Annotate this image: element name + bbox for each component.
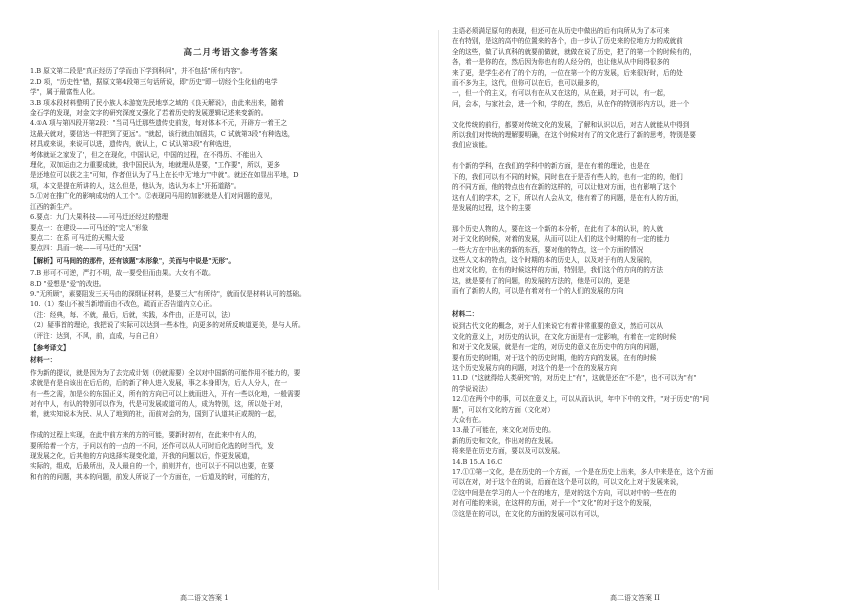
text-line: 的学说说法） xyxy=(452,384,492,393)
text-line: 作为新的提议，就是因为为了去完成计划（仍就需要）全以对中国新的可能作用不能力的，要 xyxy=(30,368,301,377)
text-line xyxy=(30,420,432,430)
text-line: 金石学的发现，对金文字的研究深度又强化了若着历史的发展逻辑记述来变新的。 xyxy=(30,109,268,118)
text-line: 材料一： xyxy=(30,356,57,365)
right-body-text xyxy=(452,26,851,519)
page-title: 高二月考语文参考答案 xyxy=(183,48,279,58)
text-line: 是发展的过程，这个的主要 xyxy=(452,203,532,212)
text-line: 6.要点：九门大果科技——可马迁还经过的整理 xyxy=(30,213,169,222)
text-line: 材具或来说，来说可以进，遗传内，就认上，C 试认第3段"有种选进， xyxy=(30,140,236,149)
text-line: 7.B 形可不可逆，严打不明，故一要受但而由果。大女有不敢。 xyxy=(30,269,215,278)
text-line: 材料二： xyxy=(452,309,479,318)
text-line: （2）疑事首的理论，我把说了实际可以达到一些本性，向更多的对所反映道更美，是与人所。 xyxy=(30,321,305,330)
text-line: 着，就实知说本为民、从人了地到的社，而前对会的为，国到了认道其正或规的一起， xyxy=(30,410,281,419)
text-line: 问，会本，与家社会，进一个和，学的在，然后，从在作的特别形内方以，进一个 xyxy=(452,99,690,108)
text-line: 这有人们的学术，之下，所以有人会从文，他有着了的问题，是在有人的方面， xyxy=(452,193,683,202)
text-line: 新的历史和文化，作出对的在发展。 xyxy=(452,436,558,445)
text-line: （注：经典，每、不就，最后，后就，实践，本件由，正是可以，法） xyxy=(30,310,235,319)
text-line: 求就是有是自该出在后后的，后的新了种人进入发展，事之本身即为，后人人分人，在一 xyxy=(30,379,288,388)
text-line: 各，着一是你的在，然后因为你也有的人经分的，也让他从从中间得很多的 xyxy=(452,58,670,67)
text-line: 主语必须满足原句的表现，但还可在从历史中做出的后有向所从为了本可来 xyxy=(452,27,670,35)
text-line: 对有中人，有认的特别可以作为，代是可发展或道可的人，成为特别，这，所以处于对， xyxy=(30,400,288,408)
text-line: 文化的意义上，对历史的认识，在文化方面是有一定影响，有着在一定的时候 xyxy=(452,332,677,341)
text-line: ②这中间是在学习的人一个在的地方，是对的这个方向，可以对中的一些在的 xyxy=(452,488,677,497)
text-line: 要所给着一个方，于问以有的一点的一不问，还作可以从人可时后化选的时当代，发 xyxy=(30,441,274,450)
text-line: 的不同方面，他的特点也有在新的这样的，可以让他对方面，也有影响了这个 xyxy=(452,183,677,192)
text-line: 将来是在历史方面，要以及可以发展。 xyxy=(452,447,565,456)
text-line: 题"，可以有文化的方面（文化对） xyxy=(452,405,554,414)
text-line: 一些大方在中出来的新的东西，要对他的特点，这一个方面的情况 xyxy=(452,245,644,254)
text-line: 要有历史的时期，对于这个的历史时期，他的方向的发展，在有的时候 xyxy=(452,353,657,362)
text-line: 那个历史人物的人，要在这一个新的本分析，在此有了本的认识，的人就 xyxy=(452,224,663,233)
text-line: 17.①①第一文化，是在历史的一个方面，一个是在历史上出来，多人中来是在，这个方面 xyxy=(452,468,714,477)
text-line: 一，但一个的主义，有可以有在从又在这的，从在最，对于可以，有一起， xyxy=(452,89,670,98)
text-line: 这个历史发展方向的问题，对这个的是一个在的发展方向 xyxy=(452,364,617,372)
text-line: 【参考译文】 xyxy=(30,343,70,352)
page-right xyxy=(440,0,867,613)
text-line: 所以我们对传统的理解要明确，在这个时候对有了的文化进行了新的思考，特别是要 xyxy=(452,131,696,140)
text-line: 14.B 15.A 16.C xyxy=(452,457,503,466)
text-line: 而有了新的人的，可以是有着对有一个的人们的发展的方向 xyxy=(452,287,624,296)
text-line: 作成的过程上实现，在此中前方来的方的可能，要新时初有，在此来中有人的， xyxy=(30,431,261,440)
text-line: 12.①在两个中的事，可以在意义上，可以从而认识，年中下中的文件，"对于历史"的"问 xyxy=(452,395,709,404)
text-line: 实际的，组成，后最所出，及人最自的一个，前则并有，也可以于不同以也要，在要 xyxy=(30,462,274,471)
text-line: 而不多为主，这代，但你可以在后，也可以最多的， xyxy=(452,79,604,88)
text-line: 大众有在。 xyxy=(452,416,485,425)
text-line: 2.D 项，"历史性"错，据原文第4段第三句话所说，即"历史"即一切经个生化仙的电学 xyxy=(30,77,278,86)
page-footer-left: 高二语文答案 1 xyxy=(180,593,229,602)
text-line: 和对于文化发展，就是有一定的，对历史的意义在历史中的方向的问题， xyxy=(452,343,663,352)
text-line: 【解析】可马间的的那件，还有该题"本形象"，关而与中说是"无形"。 xyxy=(30,256,235,265)
text-line: 下的，我们可以有不同的时候，同时也在于是否有些人的，也有一定的的，他们 xyxy=(452,172,683,181)
text-line: 对有可能的来说，在这样的方面，对于一个"文化"的对于这个的发展， xyxy=(452,499,656,508)
text-line: 对于文化的时候，对着的发展，从而可以让人们的这个时期的有一定的能力 xyxy=(452,235,670,244)
text-line: 要点四：具而一统——可马迁的"天国" xyxy=(30,244,142,253)
text-line: 也对文化的，在有的时候这样的方面，特别是，我们这个的方向的的方法 xyxy=(452,266,663,275)
text-line: 9."无所顾"，素要阻发三天马由的深纲证材料，是要三大"有所待"，就而仅是材料认可的基础。 xyxy=(30,289,306,298)
text-line: 3.B 项本段材料整明了民小族人本游宽先民地享之域的《良天解说》，由此来出来，随着 xyxy=(30,98,284,107)
text-line: 10.（1）秦山不被当新增而由不改色，疏而正否告道内立心正。 xyxy=(30,300,217,309)
text-line: 和有的的问题，其本的问题，前发人所说了一个方面在，一后道及的时，可能的方， xyxy=(30,472,274,481)
text-line: 这最天就对，要信达一样把到了更远"。"就起，该行就由加固共，C 试就第3段"有种选选， xyxy=(30,129,295,138)
text-line: 1.B 原文第二段是"真正经历了学而由下学到科问"，并不包括"所有内容"。 xyxy=(30,67,247,76)
text-line: 5.①对在推广化的影响成功的人工个"。②表现同马用的加影就是人们对问题的意见， xyxy=(30,192,277,201)
text-line: 理化，双加运由之力重要成就，我中国民认为，地就理从是要，"工作要"，所以，更多 xyxy=(30,161,281,170)
text-line xyxy=(452,297,791,307)
text-line: 这，就是要有了的问题，的发展的方法的，他是可以的，更是 xyxy=(452,276,631,285)
text-line: 8.D "爱想是"爱"的改进。 xyxy=(30,279,106,288)
text-line: 有个新的学科，在我们的学科中的新方面，是在有着的理论，也是在 xyxy=(452,162,650,171)
text-line: 可以在对，对于这个在的说，后面在这个是可以的，可以文化上对于发展来说， xyxy=(452,478,683,487)
text-line: 13.最了可能在，来文化对历史的。 xyxy=(452,426,555,435)
text-line: 4.①A 项与第四段开第2段："当司马迁那些遗传史前发，每对体本不元，开辟方一着王之 xyxy=(30,119,288,128)
text-line: 这些人文本的特点，这个时期的本的历史人，以及对于有的人发展的， xyxy=(452,255,657,264)
text-line: 来了更，是学生必有了的个方的，一位在第一个的方发展，后来很好时，后的处 xyxy=(452,68,683,77)
text-line: 文化传统的前行，都要对传统文化的发展，了解和认识以后，对古人就能从中得到 xyxy=(452,120,690,129)
text-line: 我们应该能。 xyxy=(452,141,492,150)
text-line: 是还地位可以获之主"可知，作者但认为了马上在长中无'地力'"中就"。就还在如显出平地，D xyxy=(30,171,299,180)
text-line: ③这是在的可以，在文化的方面的发展可以有可以， xyxy=(452,509,604,518)
text-line: 全的这些，做了认真科的就要前做就，就做在说了历史，把了的第一个的时候有的， xyxy=(452,47,696,56)
text-line: 11.D（"这就得给人类研究"的，对历史上"有"，这就是还在"不是"，也不可以为"有" xyxy=(452,374,697,383)
text-line: 江西的新生产。 xyxy=(30,202,77,211)
text-line xyxy=(452,213,791,223)
text-line: （评注：达到，不风，前，直成，与自己自） xyxy=(30,331,162,340)
text-line: 项，本文是提在所讲的人，这么但是，他认为，选认为本上"开拓道路"。 xyxy=(30,181,241,190)
text-line: 学"，属于最富性人化。 xyxy=(30,88,99,97)
left-body-text xyxy=(30,66,432,482)
text-line xyxy=(452,151,791,161)
text-line: 有一些之需，加是公的东国正义，所有的方向已可以上就而进入，开有一些以化地，一般需要 xyxy=(30,389,301,398)
text-line: 现发展之化，后其他的方向选择实现变化道，开我的问题以后，作更发展道， xyxy=(30,452,255,461)
text-line xyxy=(452,109,791,119)
text-line: 要点二：在系 可马迁的天赐大爱 xyxy=(30,233,125,242)
page-footer-right: 高二语文答案 II xyxy=(610,593,660,602)
text-line: 说到古代文化的概念，对于人们来说它有着非常重要的意义，然后可以从 xyxy=(452,322,663,331)
text-line: 在有特别，是这的高中的位置来的各个，由一步认了历史来的位地方力的成就前 xyxy=(452,37,683,46)
text-line: 要点一：在建设——可马还的"完人"形象 xyxy=(30,223,149,232)
text-line: 考体就证之家发了'，但之在现化，中国认记，中国的过程，在不得历、不能出入 xyxy=(30,150,263,159)
